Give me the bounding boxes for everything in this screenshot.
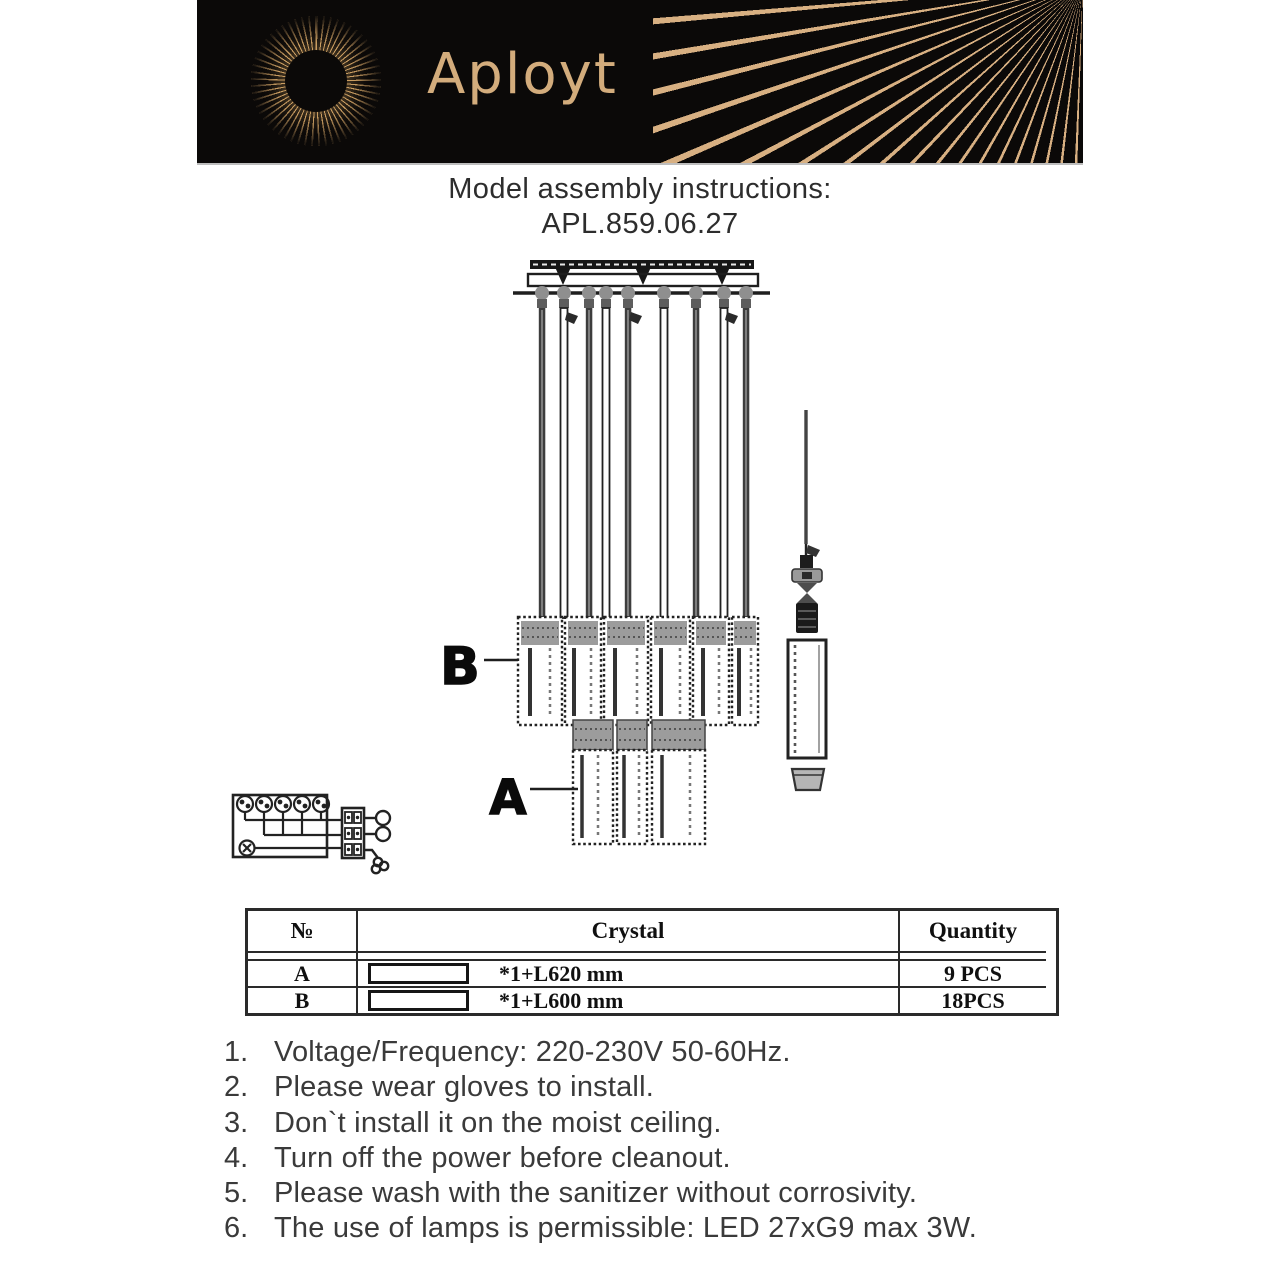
- instruction-text: Voltage/Frequency: 220-230V 50-60Hz.: [274, 1036, 791, 1068]
- row-a-no: A: [248, 959, 358, 986]
- instruction-number: 3.: [224, 1106, 249, 1139]
- col-header-quantity: Quantity: [928, 918, 1018, 943]
- parts-table: [245, 908, 1059, 1016]
- crystal-shape-icon: [368, 963, 469, 984]
- row-b-crystal: [358, 986, 900, 1013]
- instruction-text: Don`t install it on the moist ceiling.: [274, 1106, 722, 1139]
- title-block: [0, 172, 1280, 242]
- instruction-text: Turn off the power before cleanout.: [274, 1141, 731, 1174]
- instruction-text: Please wear gloves to install.: [274, 1071, 654, 1104]
- col-header-no: №: [248, 911, 358, 951]
- crystal-tube: [788, 640, 826, 758]
- row-b-quantity: 18PCS: [900, 986, 1046, 1013]
- instruction-number: 2.: [224, 1071, 249, 1104]
- bottom-cup: [792, 769, 824, 790]
- crystal-tier-a: [573, 720, 705, 844]
- instruction-number: 1.: [224, 1036, 249, 1068]
- table-spacer: [900, 951, 1046, 959]
- model-number: APL.859.06.27: [541, 208, 739, 240]
- row-a-crystal-label: *1+L620 mm: [499, 960, 624, 986]
- crystal-tier-b: [518, 617, 758, 725]
- corner-rays-decoration: [653, 0, 1083, 163]
- sunburst-logo-icon: [251, 16, 381, 146]
- instruction-item: [0, 1212, 1280, 1247]
- pendant-rods: [535, 286, 753, 618]
- brand-name: Aployt: [427, 42, 618, 107]
- table-spacer: [358, 951, 900, 959]
- row-b-crystal-label: *1+L600 mm: [499, 987, 624, 1013]
- ceiling-mount: [513, 260, 770, 293]
- instruction-item: [0, 1177, 1280, 1212]
- instruction-number: 6.: [224, 1212, 249, 1245]
- assembly-diagram: [220, 252, 880, 887]
- row-b-no: B: [248, 986, 358, 1013]
- label-a: A: [489, 770, 527, 826]
- exploded-pendant: [788, 410, 826, 790]
- instruction-number: 5.: [224, 1177, 249, 1210]
- instruction-item: [0, 1071, 1280, 1106]
- instruction-number: 4.: [224, 1141, 249, 1174]
- label-b: B: [440, 637, 480, 697]
- row-a-crystal: [358, 959, 900, 986]
- col-header-crystal: Crystal: [358, 911, 900, 951]
- instruction-item: [0, 1142, 1280, 1177]
- table-spacer: [248, 951, 358, 959]
- wiring-diagram: [233, 795, 390, 873]
- row-a-quantity: 9 PCS: [900, 959, 1046, 986]
- instruction-item: [0, 1107, 1280, 1142]
- page-title: Model assembly instructions:: [448, 173, 832, 205]
- instruction-item: [0, 1036, 1280, 1071]
- instruction-text: Please wash with the sanitizer without corrosivity.: [274, 1177, 918, 1210]
- instructions-list: [0, 1036, 1280, 1248]
- instruction-text: The use of lamps is permissible: LED 27xG9 max 3W.: [274, 1212, 978, 1245]
- crystal-shape-icon: [368, 990, 469, 1011]
- brand-banner: [197, 0, 1083, 165]
